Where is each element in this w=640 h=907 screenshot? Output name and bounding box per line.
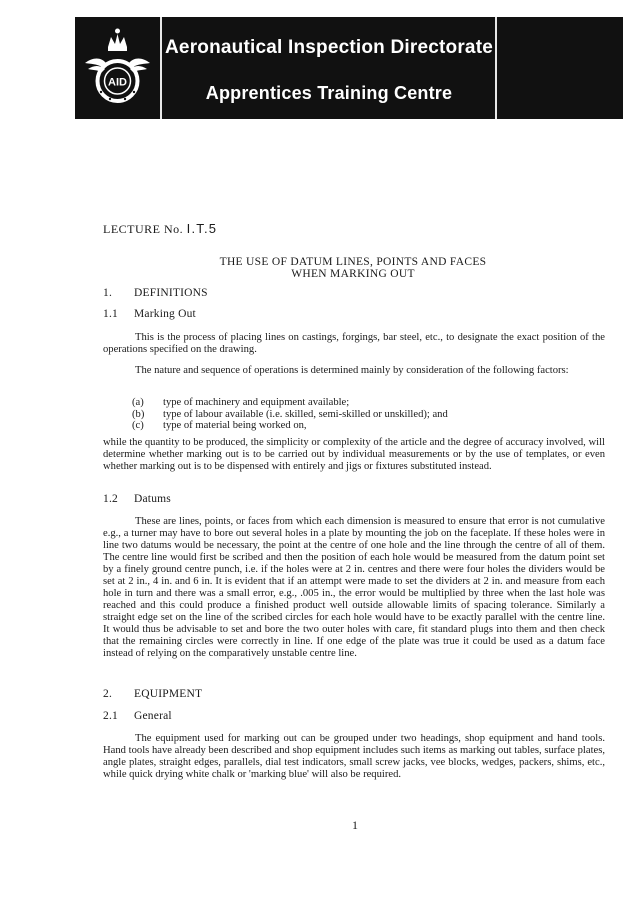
list-item <box>132 409 448 421</box>
subsection-number: 1.2 <box>103 493 118 505</box>
crown-wings-crest-icon <box>75 17 160 119</box>
paragraph: These are lines, points, or faces from which each dimension is measured to ensure that error is not cumulative e.g., a turner may have to bore out several holes in a plate by mounting the job on the faceplate. If these holes were in line two datums would be necessary, the point at the centre of one hole and the line through the centre of all of them. The centre line would first be scribed and then the position of each hole would be measured from the datum point set by a finely ground centre punch, i.e. if the holes were at 2 in. centres and there were four holes the dividers would be set at 2 in., 4 in. and 6 in. It is evident that if an attempt were made to set the dividers at 2 in. and measure from each hole in turn and there was a small error, e.g., .005 in., the error would be multiplied by three when the last hole was reached and this could produce a finished product well outside allowable limits of spacing tolerance. Similarly a straight edge set on the line of the scribed circles for each hole would have to be exactly parallel with the centre line. It would thus be advisable to set and bore the two outer holes with care, fit standard plugs into them and then check that the remaining circles were correctly in line. If one edge of the plate was true it could be used as a datum face instead of relying on the comparatively unstable centre line. <box>103 516 605 659</box>
subsection-1-1-heading <box>103 308 196 320</box>
title-line-2: WHEN MARKING OUT <box>291 268 415 280</box>
subsection-title: General <box>134 710 172 722</box>
list-item <box>132 420 448 432</box>
subsection-2-1-heading <box>103 710 172 722</box>
section-1-heading <box>103 287 208 299</box>
list-item-label: (b) <box>132 408 145 420</box>
document-title <box>103 256 603 280</box>
paragraph: The nature and sequence of operations is determined mainly by consideration of the following factors: <box>135 365 569 376</box>
lecture-number <box>103 221 217 237</box>
section-2-heading <box>103 688 202 700</box>
svg-text:AID: AID <box>108 76 127 89</box>
section-title: EQUIPMENT <box>134 688 203 700</box>
list-item <box>132 397 448 409</box>
list-item-label: (a) <box>132 397 144 408</box>
subsection-number: 1.1 <box>103 308 118 320</box>
section-title: DEFINITIONS <box>134 287 208 299</box>
paragraph: This is the process of placing lines on castings, forgings, bar steel, etc., to designate the exact position of the operations specified on the drawing. <box>103 332 605 355</box>
paragraph: while the quantity to be produced, the simplicity or complexity of the article and the degree of accuracy involved, will determine whether marking out is to be carried out by individual measurements or by the use of templates, or even whether marking out is to be dispensed with entirely and jigs or fixtures substituted instead. <box>103 437 605 472</box>
paragraph: The equipment used for marking out can be grouped under two headings, shop equipment and hand tools. Hand tools have already been described and shop equipment includes such items as marking out tables, surface plates, angle plates, straight edges, parallels, dial test indicators, small screw jacks, vee blocks, wedges, packers, shims, etc., while quick drying white chalk or 'marking blue' will also be required. <box>103 733 605 780</box>
lecture-label: LECTURE No. <box>103 222 184 236</box>
banner-divider-left <box>160 17 162 119</box>
subsection-1-2-heading <box>103 493 171 505</box>
page-number: 1 <box>352 818 358 832</box>
banner-title-directorate: Aeronautical Inspection Directorate <box>165 37 493 58</box>
header-banner <box>75 17 623 119</box>
list-item-text: type of material being worked on, <box>163 420 307 431</box>
list-item-text: type of labour available (i.e. skilled, semi-skilled or unskilled); and <box>163 408 448 420</box>
list-item-label: (c) <box>132 420 144 431</box>
section-number: 1. <box>103 287 113 299</box>
subsection-title: Marking Out <box>134 308 196 320</box>
lecture-code: I.T.5 <box>186 221 218 236</box>
subsection-title: Datums <box>134 493 171 505</box>
section-number: 2. <box>103 688 113 700</box>
title-line-1: THE USE OF DATUM LINES, POINTS AND FACES <box>219 256 487 268</box>
banner-titles <box>163 17 495 119</box>
subsection-number: 2.1 <box>103 710 118 722</box>
factors-list <box>132 397 448 432</box>
list-item-text: type of machinery and equipment available; <box>163 397 350 408</box>
banner-title-centre: Apprentices Training Centre <box>205 83 453 103</box>
banner-divider-right <box>495 17 497 119</box>
